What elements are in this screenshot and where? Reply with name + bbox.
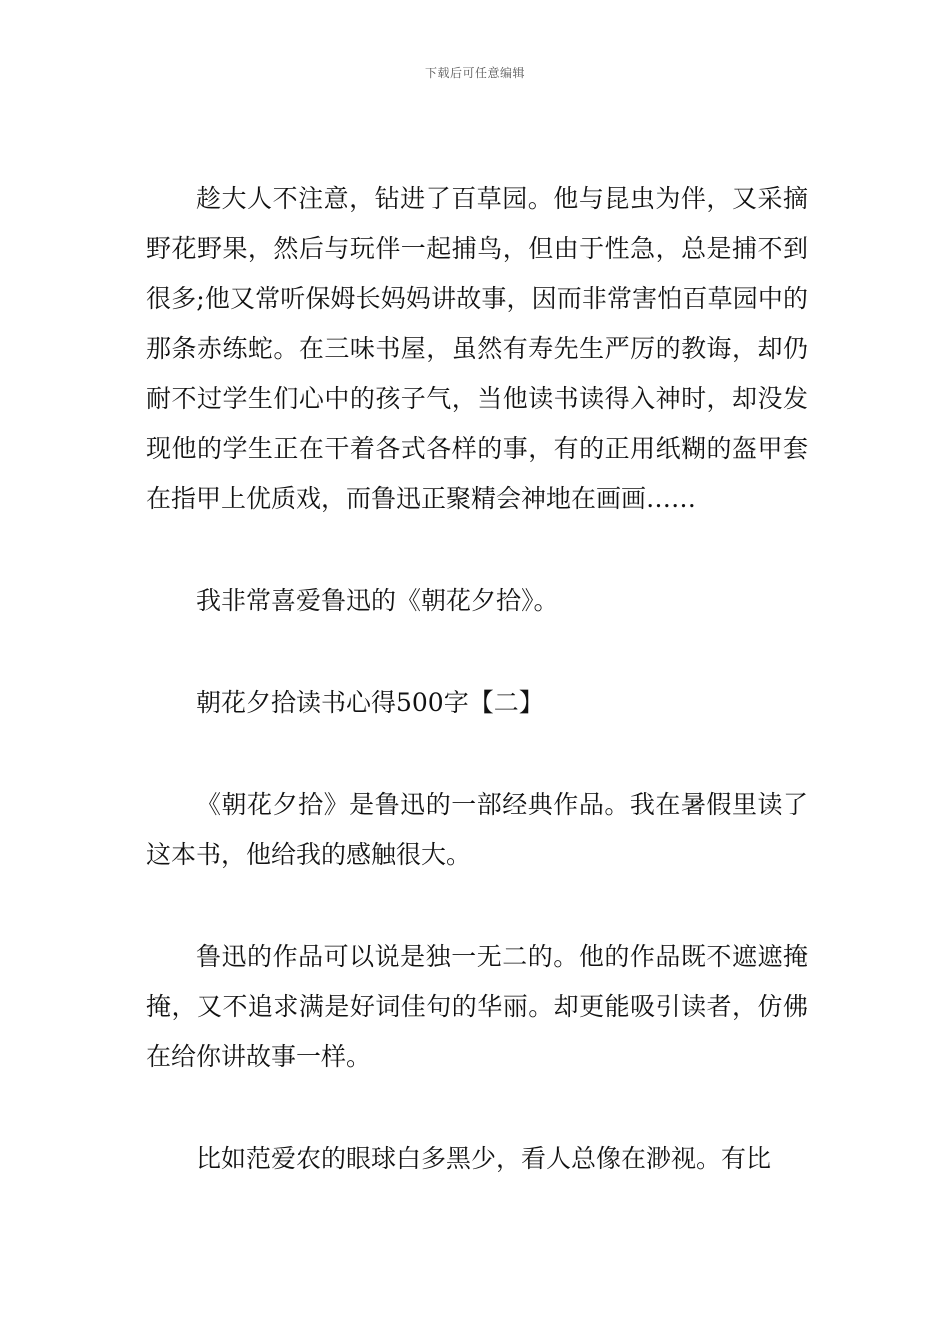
paragraph: 鲁迅的作品可以说是独一无二的。他的作品既不遮遮掩掩，又不追求满是好词佳句的华丽。却更能吸引读者，仿佛在给你讲故事一样。 bbox=[146, 942, 808, 1071]
section-heading: 朝花夕拾读书心得500字【二】 bbox=[196, 688, 544, 717]
paragraph: 趁大人不注意，钻进了百草园。他与昆虫为伴，又采摘野花野果，然后与玩伴一起捕鸟，但由于性急，总是捕不到很多;他又常听保姆长妈妈讲故事，因而非常害怕百草园中的那条赤练蛇。在三味书屋，虽然有寿先生严厉的教诲，却仍耐不过学生们心中的孩子气，当他读书读得入神时，却没发现他的学生正在干着各式各样的事，有的正用纸糊的盔甲套在指甲上优质戏，而鲁迅正聚精会神地在画画…… bbox=[146, 184, 808, 513]
paragraph: 我非常喜爱鲁迅的《朝花夕拾》。 bbox=[196, 586, 559, 615]
document-body bbox=[146, 174, 808, 1184]
paragraph: 《朝花夕拾》是鲁迅的一部经典作品。我在暑假里读了这本书，他给我的感触很大。 bbox=[146, 790, 808, 869]
paragraph: 比如范爱农的眼球白多黑少，看人总像在渺视。有比 bbox=[196, 1144, 772, 1173]
page-header: 下载后可任意编辑 bbox=[424, 66, 525, 80]
